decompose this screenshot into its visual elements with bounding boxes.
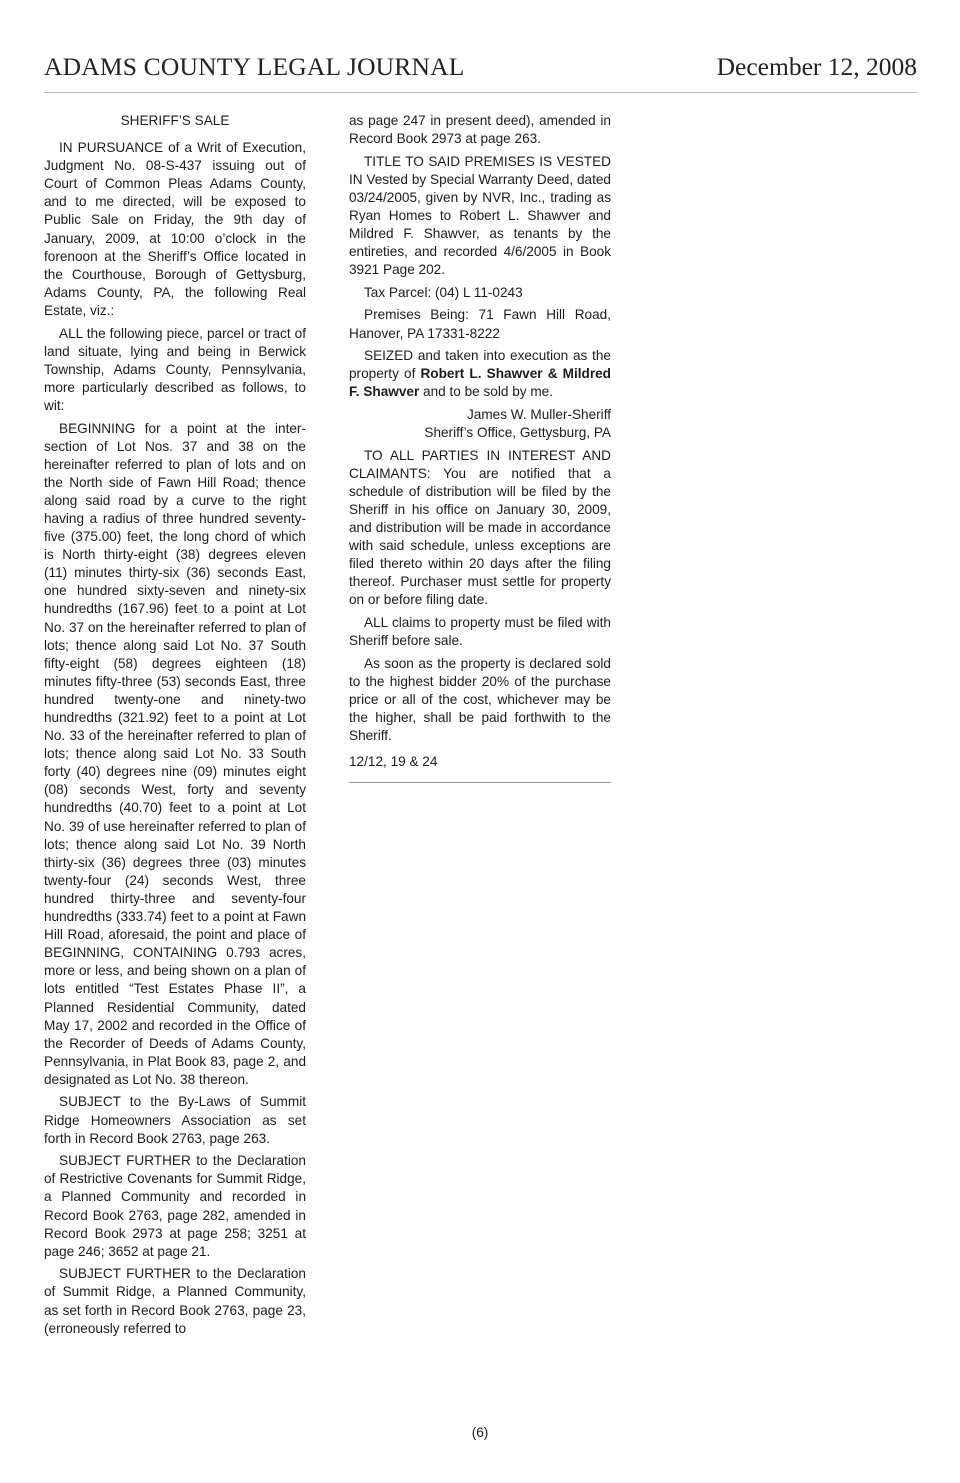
seizure-text-end: and to be sold by me. <box>419 384 554 400</box>
left-column <box>44 112 306 1342</box>
property-description: BEGINNING for a point at the intersection of Lot Nos. 37 and 38 on the hereinafter referred to plan of lots and on the North side of Fawn Hill Road; thence along said road by a curve to the right having a radius of three hundred seventy-five (375.00) feet, the long chord of which is North thirty-eight (38) degrees eleven (11) minutes thirty-six (36) seconds East, one hundred sixty-seven and ninety-six hundredths (167.96) feet to a point at Lot No. 37 on the hereinafter referred to plan of lots; thence along said Lot No. 37 South fifty-eight (58) degrees eighteen (18) minutes fifty-three (53) seconds East, three hundred twenty-one and ninety-two hundredths (321.92) feet to a point at Lot No. 33 of the hereinafter referred to plan of lots; thence along said Lot No. 33 South forty (40) degrees nine (09) minutes eight (08) seconds West, forty and seventy hundredths (40.70) feet to a point at Lot No. 39 of use hereinafter referred to plan of lots; thence along said Lot No. 39 North thirty-six (36) degrees three (03) minutes twenty-four (24) seconds West, three hundred thirty-three and seventy-four hundredths (333.74) feet to a point at Fawn Hill Road, aforesaid, the point and place of BEGINNING, CONTAINING 0.793 acres, more or less, and being shown on a plan of lots entitled “Test Estates Phase II”, a Planned Residential Community, dated May 17, 2002 and recorded in the Office of the Recorder of Deeds of Adams County, Pennsylvania, in Plat Book 83, page 2, and designated as Lot No. 38 thereon. <box>44 420 306 1087</box>
notice-paragraph: TO ALL PARTIES IN INTEREST AND CLAIMANTS: You are notified that a schedule of distribution will be filed by the Sheriff in his office on January 30, 2009, and distribution will be made in accordance with said schedule, unless exceptions are filed thereto within 20 days after the filing thereof. Purchaser must settle for property on or before filing date. <box>349 447 611 608</box>
page-header <box>44 52 917 93</box>
issue-date: December 12, 2008 <box>716 52 917 81</box>
sheriff-name: James W. Muller-Sheriff <box>466 406 611 422</box>
notice-paragraph: As soon as the property is declared sold to the highest bidder 20% of the purchase price or all of the cost, whichever may be the higher, shall be paid forthwith to the Sheriff. <box>349 655 611 743</box>
notice-paragraph: SUBJECT FURTHER to the Declaration of Summit Ridge, a Planned Community, as set forth in Record Book 2763, page 23, (erroneously referred to <box>44 1266 306 1336</box>
notice-paragraph: SUBJECT to the By-Laws of Summit Ridge Homeowners Association as set forth in Record Book 2763, page 263. <box>44 1094 306 1146</box>
tax-parcel: Tax Parcel: (04) L 11-0243 <box>364 284 523 300</box>
seizure-paragraph <box>349 347 611 401</box>
notice-paragraph: SUBJECT FURTHER to the Declaration of Restrictive Covenants for Summit Ridge, a Planned Community and recorded in Record Book 2763, page 282, amended in Record Book 2973 at page 258; 3251 at page 246; 3652 at page 21. <box>44 1153 306 1259</box>
notice-paragraph: as page 247 in present deed), amended in Record Book 2973 at page 263. <box>349 113 611 147</box>
publication-dates: 12/12, 19 & 24 <box>349 754 438 770</box>
notice-heading: SHERIFF’S SALE <box>120 113 230 128</box>
notice-paragraph: ALL claims to property must be filed with Sheriff before sale. <box>349 614 611 649</box>
sheriff-office: Sheriff’s Office, Gettysburg, PA <box>424 425 611 440</box>
right-column <box>349 112 611 783</box>
notice-paragraph: TITLE TO SAID PREMISES IS VESTED IN Vested by Special Warranty Deed, dated 03/24/2005, given by NVR, Inc., trading as Ryan Homes to Robert L. Shawver and Mildred F. Shawver, as tenants by the entireties, and recorded 4/6/2005 in Book 3921 Page 202. <box>349 153 611 278</box>
property-owners: Robert L. Shawver & Mildred F. Shawver <box>349 366 611 400</box>
premises-address: Premises Being: 71 Fawn Hill Road, Hanover, PA 17331-8222 <box>349 307 611 341</box>
notice-paragraph: ALL the following piece, parcel or tract of land situate, lying and being in Berwick Township, Adams County, Pennsylvania, more particularly described as follows, to wit: <box>44 325 306 413</box>
page-number: (6) <box>471 1425 489 1440</box>
seizure-text: SEIZED and taken into execution as the property of <box>349 348 611 382</box>
notice-paragraph: IN PURSUANCE of a Writ of Execution, Judgment No. 08-S-437 issuing out of Court of Common Pleas Adams County, and to me directed, will be exposed to Public Sale on Friday, the 9th day of January, 2009, at 10:00 o’clock in the forenoon at the Sheriff’s Office located in the Courthouse, Borough of Gettysburg, Adams County, PA, the following Real Estate, viz.: <box>44 140 306 318</box>
journal-title: ADAMS COUNTY LEGAL JOURNAL <box>44 52 465 81</box>
section-divider <box>349 782 611 783</box>
